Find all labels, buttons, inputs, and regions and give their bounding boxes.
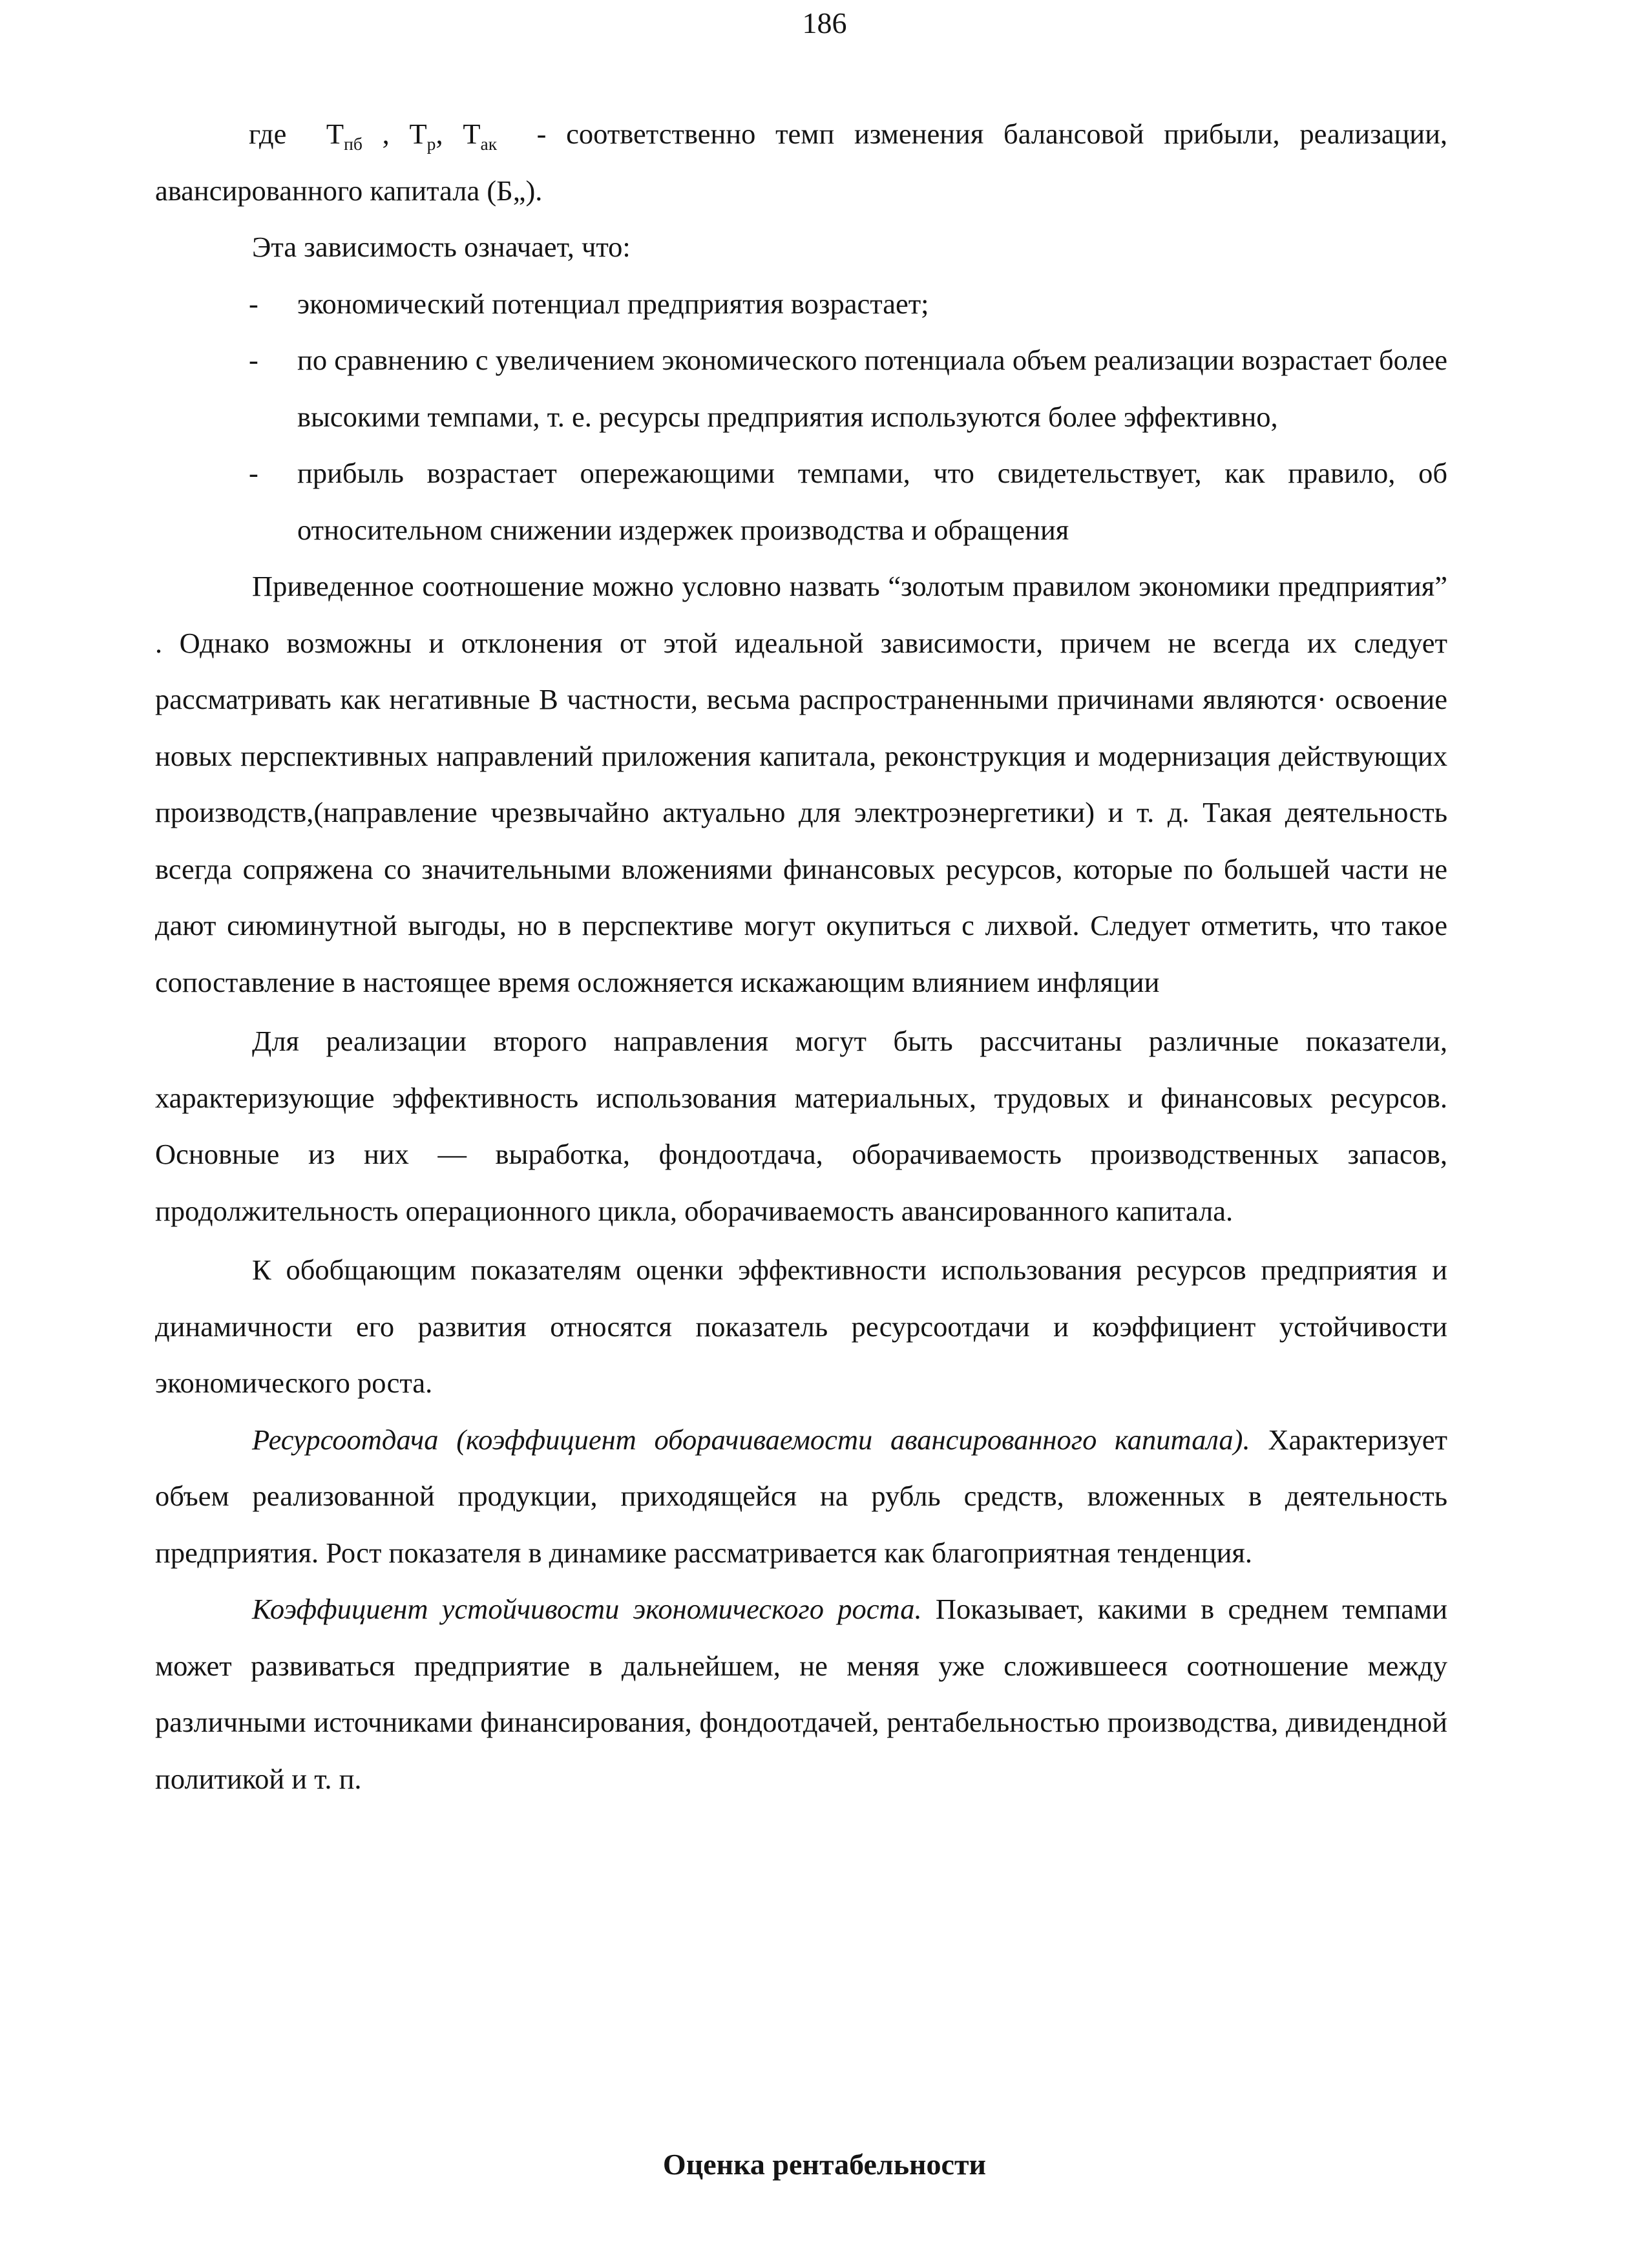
formula-prefix: где	[249, 118, 287, 150]
list-item	[155, 445, 1447, 558]
paragraph-second-direction: Для реализации второго направления могут быть рассчитаны различные показатели, характеризующие эффективность использования материальных, трудовых и финансовых ресурсов. Основные из них — выработка, фондоотдача, оборачиваемость производственных запасов, продолжительность операционного цикла, оборачиваемость авансированного капитала.	[155, 1025, 1447, 1227]
dependency-list	[155, 276, 1447, 559]
dash-marker: -	[249, 287, 258, 320]
page-number: 186	[802, 6, 847, 39]
paragraph-generalizing: К обобщающим показателям оценки эффективности использования ресурсов предприятия и динамичности его развития относятся показатель ресурсоотдачи и коэффициент устойчивости экономического роста.	[155, 1254, 1447, 1399]
formula-explanation: где $Т_{пб}$ , $Т_р$, $Т_{ак}$ - соответственно темп изменения балансовой прибыли, реализации, авансированного капитала (Б„).	[155, 118, 1448, 207]
stability-text: Показывает, какими в среднем темпами может развиваться предприятие в дальнейшем, не меняя уже сложившееся соотношение между различными источниками финансирования, фондоотдачей, рентабельностью производства, дивидендной политикой и т. п.	[155, 1593, 1448, 1795]
resource-return-text: Характеризует объем реализованной продукции, приходящейся на рубль средств, вложенных в деятельность предприятия. Рост показателя в динамике рассматривается как благоприятная тенденция.	[155, 1423, 1448, 1569]
list-item	[155, 276, 1447, 333]
term-stability: Коэффициент устойчивости экономического роста.	[252, 1593, 922, 1625]
section-heading: Оценка рентабельности	[662, 2148, 987, 2181]
list-item-text: по сравнению с увеличением экономического потенциала объем реализации возрастает более высокими темпами, т. е. ресурсы предприятия используются более эффективно,	[297, 344, 1447, 433]
page-body	[155, 106, 1447, 1807]
list-item-text: прибыль возрастает опережающими темпами, что свидетельствует, как правило, об относительном снижении издержек производства и обращения	[297, 457, 1447, 546]
dash-marker: -	[249, 344, 258, 376]
symbol-t-ak: $Т_{ак}$	[463, 118, 498, 154]
list-item	[155, 332, 1447, 445]
symbol-t-r: $Т_р$	[409, 118, 436, 154]
paragraph-resource-return	[155, 1412, 1447, 1582]
term-resource-return: Ресурсоотдача (коэффициент оборачиваемости авансированного капитала).	[252, 1423, 1250, 1456]
paragraph-golden-rule: Приведенное соотношение можно условно назвать “золотым правилом экономики предприятия” . Однако возможны и отклонения от этой идеальной зависимости, причем не всегда их следует рассматривать как негативные В частности, весьма распространенными причинами являются· освоение новых перспективных направлений приложения капитала, реконструкция и модернизация действующих производств,(направление чрезвычайно актуально для электроэнергетики) и т. д. Такая деятельность всегда сопряжена со значительными вложениями финансовых ресурсов, которые по большей части не дают сиюминутной выгоды, но в перспективе могут окупиться с лихвой. Следует отметить, что такое сопоставление в настоящее время осложняется искажающим влиянием инфляции	[155, 570, 1447, 998]
symbol-t-pb: $Т_{пб}$	[326, 118, 362, 154]
paragraph-stability	[155, 1581, 1447, 1807]
formula-explanation-text: - соответственно темп изменения балансовой прибыли, реализации, авансированного капитала (Б„).	[155, 118, 1448, 207]
list-item-text: экономический потенциал предприятия возрастает;	[297, 287, 929, 320]
dash-marker: -	[249, 457, 258, 489]
dependency-intro: Эта зависимость означает, что:	[252, 231, 631, 263]
